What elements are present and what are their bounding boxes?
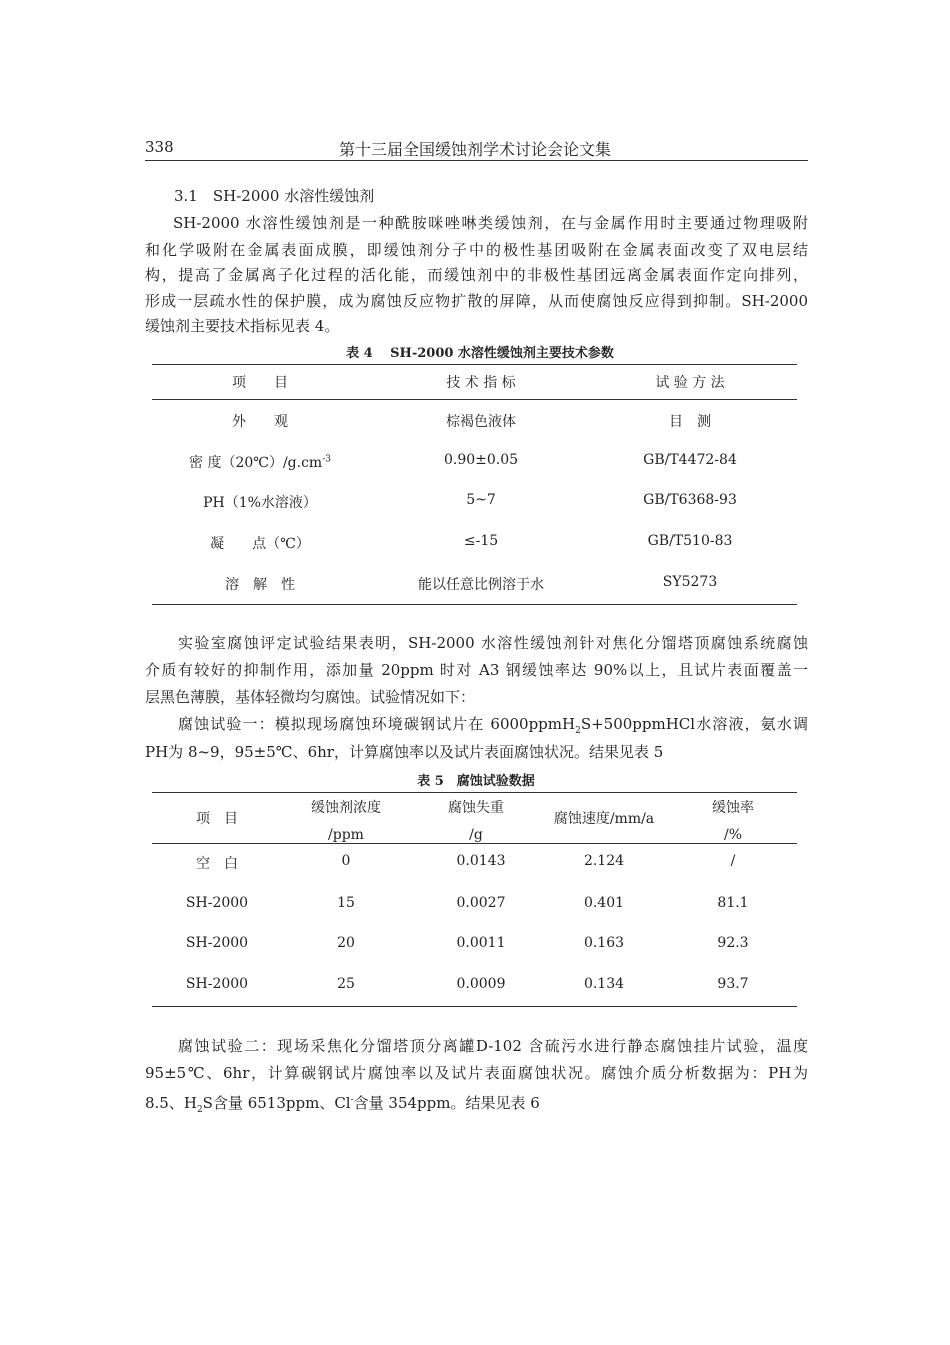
paragraph-line [145, 1091, 808, 1119]
paragraph-line: 形成一层疏水性的保护膜，成为腐蚀反应物扩散的屏障，从而使腐蚀反应得到抑制。SH-2000 [145, 292, 808, 310]
cell: 0.90±0.05 [443, 452, 519, 468]
cell: 5~7 [466, 492, 496, 508]
table4-header: 试 验 方 法 [655, 375, 725, 391]
cell: 空 白 [196, 856, 238, 872]
cell: SH-2000 [185, 976, 249, 992]
section-heading: 3.1 SH-2000 水溶性缓蚀剂 [174, 187, 375, 205]
header-line: 缓蚀率 [712, 800, 754, 816]
cell: 棕褐色液体 [446, 414, 516, 430]
header-rule [145, 160, 808, 161]
superscript: -3 [322, 454, 331, 465]
cell: 能以任意比例溶于水 [418, 577, 544, 593]
cell-text: 密 度（20℃）/g.cm [189, 455, 323, 471]
table-rule [152, 364, 797, 365]
paragraph-line: PH为 8~9，95±5℃、6hr，计算腐蚀率以及试片表面腐蚀状况。结果见表 5 [145, 743, 664, 761]
paragraph-line: 缓蚀剂主要技术指标见表 4。 [145, 317, 340, 335]
paragraph-line: 实验室腐蚀评定试验结果表明，SH-2000 水溶性缓蚀剂针对焦化分馏塔顶腐蚀系统腐蚀 [178, 634, 808, 652]
paragraph-line: 介质有较好的抑制作用，添加量 20ppm 时对 A3 钢缓蚀率达 90%以上，且试片表面覆盖一 [145, 661, 808, 679]
cell: 15 [337, 895, 355, 911]
cell: 20 [337, 935, 355, 951]
paragraph-line: 层黑色薄膜，基体轻微均匀腐蚀。试验情况如下： [145, 688, 476, 706]
subscript: 2 [575, 726, 581, 736]
table5-header [311, 795, 381, 849]
header-line: 缓蚀剂浓度 [311, 800, 381, 816]
cell: GB/T4472-84 [643, 452, 737, 468]
text: 腐蚀试验一：模拟现场腐蚀环境碳钢试片在 6000ppmH [178, 715, 576, 733]
table4-header: 项 目 [232, 375, 288, 391]
superscript: - [350, 1095, 354, 1105]
table-rule [152, 792, 797, 793]
cell: 0.401 [583, 895, 625, 911]
cell: 0.0143 [456, 853, 506, 869]
text: 8.5、H [145, 1094, 197, 1112]
text: S+500ppmHCl水溶液，氨水调 [580, 715, 809, 733]
paragraph-line [145, 715, 808, 740]
table5-header: 项 目 [196, 811, 238, 827]
cell: 0.0027 [456, 895, 506, 911]
cell: 0.163 [583, 935, 625, 951]
table-rule [152, 399, 797, 400]
text: 含量 354ppm。结果见表 6 [353, 1094, 540, 1112]
table5-header [712, 795, 754, 849]
text: S含量 6513ppm、Cl [202, 1094, 351, 1112]
cell: 2.124 [583, 853, 625, 869]
table-rule [152, 1006, 797, 1007]
cell: 外 观 [232, 414, 288, 430]
cell: 25 [337, 976, 355, 992]
table-rule [152, 843, 797, 844]
table4-caption: 表 4 SH-2000 水溶性缓蚀剂主要技术参数 [346, 346, 614, 361]
header-line: /g [469, 827, 483, 843]
paragraph-line: 腐蚀试验二：现场采焦化分馏塔顶分离罐D-102 含硫污水进行静态腐蚀挂片试验，温度 [178, 1037, 808, 1055]
cell: 0.134 [583, 976, 625, 992]
paragraph-line: 构，提高了金属离子化过程的活化能，而缓蚀剂中的非极性基团远离金属表面作定向排列， [145, 266, 808, 284]
header-line: /ppm [328, 827, 364, 843]
cell: / [730, 853, 736, 869]
cell: GB/T6368-93 [643, 492, 737, 508]
cell: 目 测 [669, 414, 711, 430]
running-title: 第十三届全国缓蚀剂学术讨论会论文集 [338, 140, 612, 159]
cell: 93.7 [717, 976, 749, 992]
table4-header: 技 术 指 标 [446, 375, 516, 391]
header-line: 腐蚀失重 [448, 800, 504, 816]
cell: 溶 解 性 [225, 577, 295, 593]
cell: 0.0011 [456, 935, 506, 951]
cell: PH（1%水溶液） [203, 495, 317, 511]
cell: ≤-15 [463, 533, 499, 549]
cell [189, 452, 331, 472]
table5-caption: 表 5 腐蚀试验数据 [417, 774, 535, 789]
table-rule [152, 604, 797, 605]
cell: 81.1 [717, 895, 749, 911]
subscript: 2 [196, 1105, 203, 1115]
cell: 凝 点（℃） [210, 536, 310, 552]
paragraph-line: SH-2000 水溶性缓蚀剂是一种酰胺咪唑啉类缓蚀剂，在与金属作用时主要通过物理吸附 [173, 214, 808, 232]
paragraph-line: 95±5℃、6hr，计算碳钢试片腐蚀率以及试片表面腐蚀状况。腐蚀介质分析数据为：PH为 [145, 1064, 808, 1082]
table5-header: 腐蚀速度/mm/a [553, 811, 655, 827]
header-line: /% [723, 827, 743, 843]
cell: SH-2000 [185, 895, 249, 911]
page-number: 338 [145, 138, 174, 156]
cell: SH-2000 [185, 935, 249, 951]
cell: 92.3 [717, 935, 749, 951]
cell: 0 [341, 853, 351, 869]
cell: SY5273 [662, 574, 718, 590]
paragraph-line: 和化学吸附在金属表面成膜，即缓蚀剂分子中的极性基团吸附在金属表面改变了双电层结 [145, 241, 808, 259]
cell: GB/T510-83 [647, 533, 733, 549]
cell: 0.0009 [456, 976, 506, 992]
table5-header [448, 795, 504, 849]
